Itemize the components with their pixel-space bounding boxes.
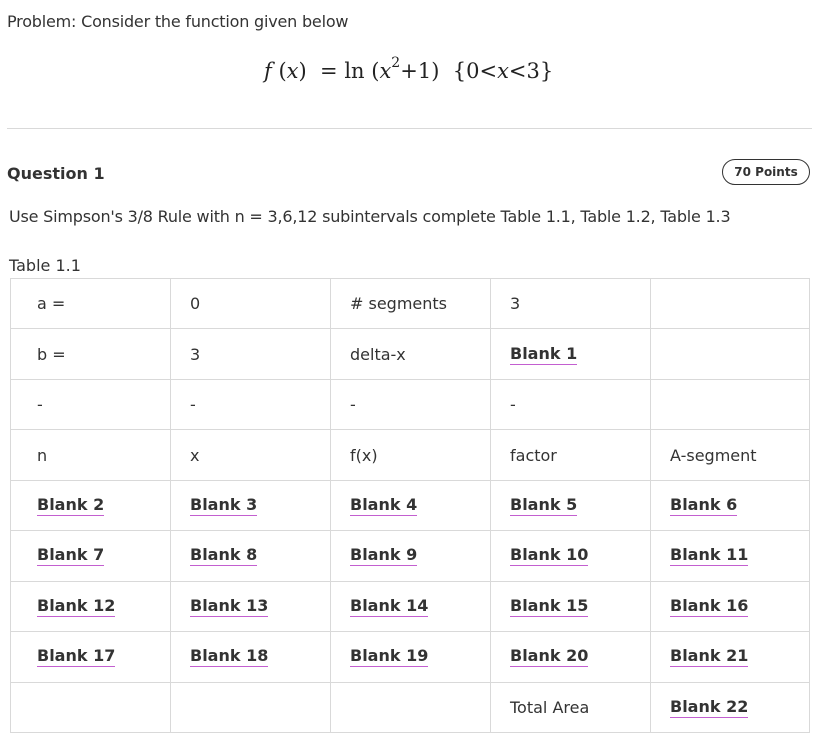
cell-text: f(x) — [350, 445, 378, 465]
cell-text: a = — [37, 294, 66, 314]
table-row — [11, 480, 810, 530]
formula-domain-x: x — [497, 59, 509, 83]
table-cell — [491, 279, 651, 329]
formula-ln: ln — [344, 59, 365, 83]
table-cell — [171, 430, 331, 480]
question-title: Question 1 — [7, 164, 105, 183]
table-cell — [11, 581, 171, 631]
formula-x-squared-base: x — [379, 59, 392, 83]
table-row — [11, 531, 810, 581]
table-cell — [491, 379, 651, 429]
blank-field[interactable]: Blank 18 — [190, 646, 269, 666]
cell-text: delta-x — [350, 344, 406, 364]
table-cell — [331, 430, 491, 480]
table-cell — [651, 279, 810, 329]
table-cell — [11, 682, 171, 733]
table-cell — [651, 632, 810, 682]
blank-field[interactable]: Blank 7 — [37, 545, 105, 565]
points-badge: 70 Points — [722, 159, 810, 185]
table-cell — [491, 632, 651, 682]
table-cell — [331, 379, 491, 429]
table-cell — [171, 581, 331, 631]
cell-text: 3 — [190, 344, 201, 364]
blank-field[interactable]: Blank 20 — [510, 646, 589, 666]
table-cell — [11, 531, 171, 581]
blank-field[interactable]: Blank 1 — [510, 343, 578, 363]
formula-plus-one: +1 — [400, 59, 432, 83]
blank-field[interactable]: Blank 9 — [350, 545, 418, 565]
problem-text: Problem: Consider the function given below — [7, 12, 349, 31]
table-cell — [651, 329, 810, 379]
table-cell — [491, 329, 651, 379]
table-cell — [491, 480, 651, 530]
table-cell — [491, 581, 651, 631]
blank-field[interactable]: Blank 8 — [190, 545, 258, 565]
blank-field[interactable]: Blank 10 — [510, 545, 589, 565]
cell-text: 0 — [190, 294, 201, 314]
cell-text: n — [37, 445, 48, 465]
table-cell — [11, 632, 171, 682]
table-cell — [171, 279, 331, 329]
table-cell — [171, 531, 331, 581]
table-cell — [171, 329, 331, 379]
table-row — [11, 279, 810, 329]
table-cell — [331, 329, 491, 379]
blank-field[interactable]: Blank 15 — [510, 595, 589, 615]
table-row — [11, 329, 810, 379]
table-cell — [651, 531, 810, 581]
table-cell — [11, 379, 171, 429]
formula-x: x — [286, 59, 299, 83]
cell-text: - — [190, 395, 196, 415]
question-instructions: Use Simpson's 3/8 Rule with n = 3,6,12 subintervals complete Table 1.1, Table 1.2, Table 1.3 — [9, 207, 731, 226]
blank-field[interactable]: Blank 12 — [37, 595, 116, 615]
function-formula: f $(x) = \ln (x^2+1)$ {0<x<3} — [264, 55, 554, 83]
blank-field[interactable]: Blank 11 — [670, 545, 749, 565]
table-cell — [331, 279, 491, 329]
table-cell — [491, 430, 651, 480]
blank-field[interactable]: Blank 5 — [510, 494, 578, 514]
table-cell — [331, 682, 491, 733]
cell-text: - — [510, 395, 516, 415]
cell-text: b = — [37, 344, 66, 364]
table-cell — [11, 329, 171, 379]
blank-field[interactable]: Blank 4 — [350, 494, 418, 514]
formula-f: f — [264, 59, 272, 83]
blank-field[interactable]: Blank 3 — [190, 494, 258, 514]
blank-field[interactable]: Blank 21 — [670, 646, 749, 666]
blank-field[interactable]: Blank 14 — [350, 595, 429, 615]
formula-domain-open: {0< — [452, 59, 498, 83]
formula-domain-close: <3} — [508, 59, 554, 83]
table-cell — [491, 682, 651, 733]
table-cell — [171, 480, 331, 530]
section-divider — [7, 128, 812, 129]
cell-text: - — [37, 395, 43, 415]
cell-text: # segments — [350, 294, 448, 314]
table-cell — [171, 632, 331, 682]
cell-text: - — [350, 395, 356, 415]
blank-field[interactable]: Blank 2 — [37, 494, 105, 514]
table-row — [11, 430, 810, 480]
cell-text: x — [190, 445, 200, 465]
cell-text: factor — [510, 445, 557, 465]
table-cell — [651, 430, 810, 480]
table-row — [11, 379, 810, 429]
blank-field[interactable]: Blank 6 — [670, 494, 738, 514]
table-cell — [11, 279, 171, 329]
table-cell — [11, 430, 171, 480]
table-cell — [651, 682, 810, 733]
table-cell — [491, 531, 651, 581]
blank-field[interactable]: Blank 13 — [190, 595, 269, 615]
cell-text: Total Area — [510, 697, 590, 717]
table-cell — [171, 682, 331, 733]
table-row — [11, 581, 810, 631]
table-cell — [331, 531, 491, 581]
cell-text: A-segment — [670, 445, 757, 465]
table-row — [11, 632, 810, 682]
table-cell — [651, 480, 810, 530]
table-caption: Table 1.1 — [9, 256, 81, 275]
table-cell — [331, 632, 491, 682]
table-cell — [651, 379, 810, 429]
table-cell — [651, 581, 810, 631]
formula-exponent: 2 — [391, 55, 401, 71]
blank-field[interactable]: Blank 16 — [670, 595, 749, 615]
table-1-1 — [10, 278, 810, 733]
blank-field[interactable]: Blank 19 — [350, 646, 429, 666]
table-cell — [331, 480, 491, 530]
table-cell — [11, 480, 171, 530]
cell-text: 3 — [510, 294, 521, 314]
blank-field[interactable]: Blank 17 — [37, 646, 116, 666]
table-row — [11, 682, 810, 733]
blank-field[interactable]: Blank 22 — [670, 696, 749, 716]
table-cell — [171, 379, 331, 429]
table-cell — [331, 581, 491, 631]
